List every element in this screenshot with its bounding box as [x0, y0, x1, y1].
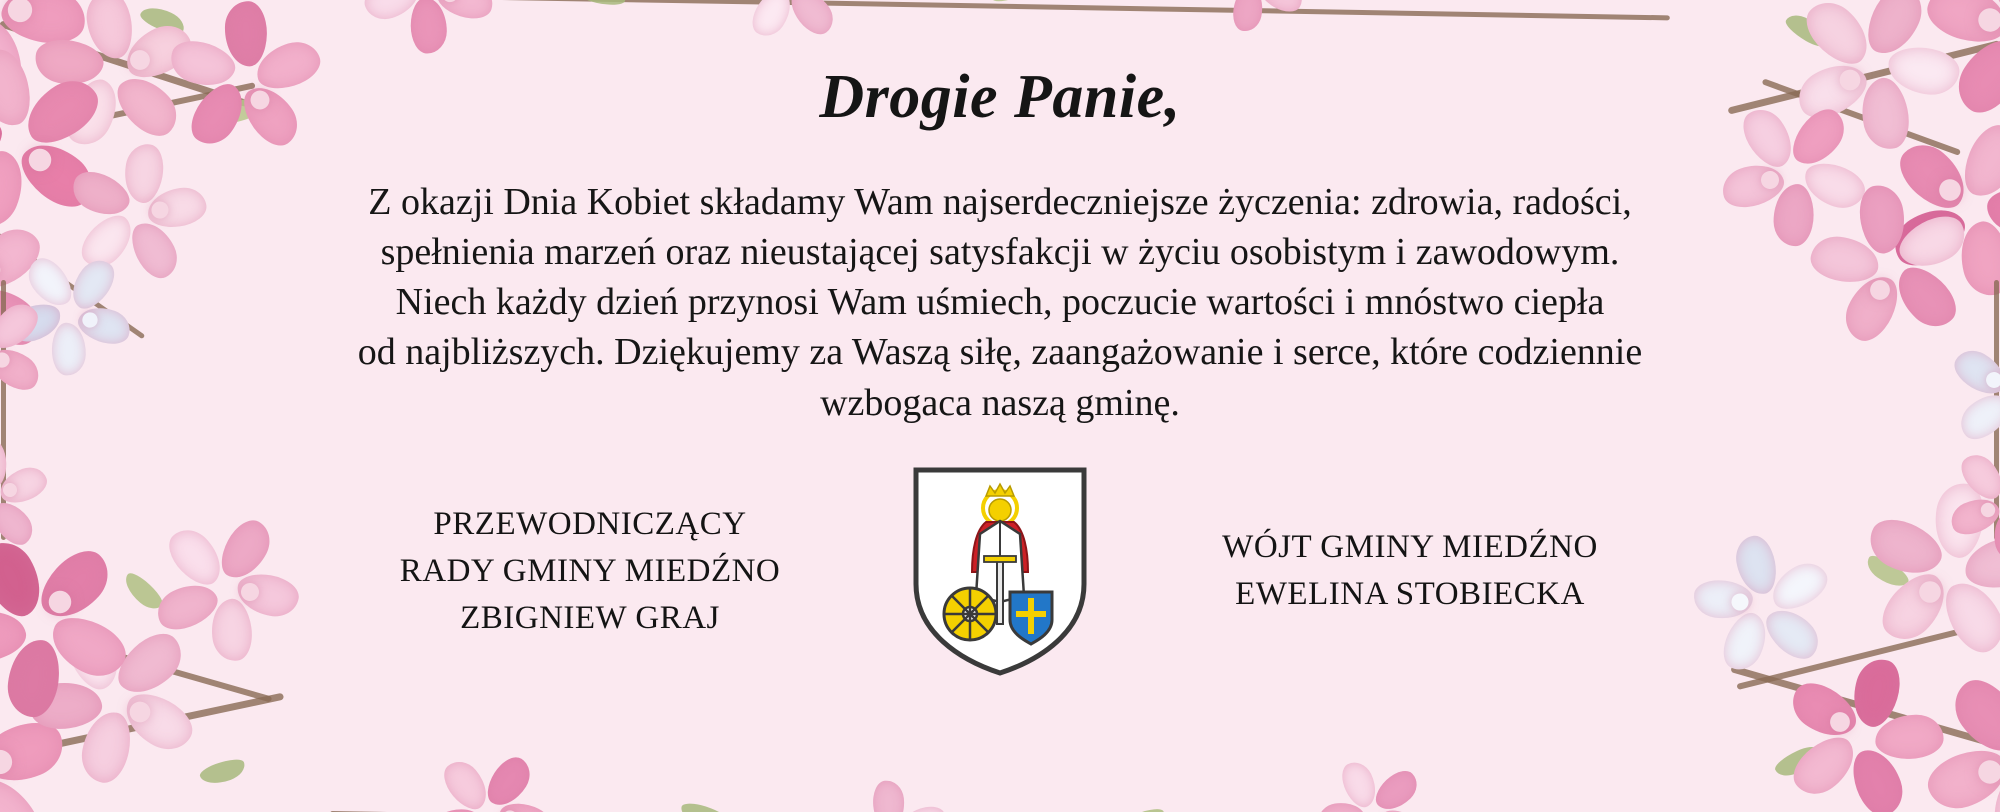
- message-body: [150, 177, 1850, 428]
- signature-left-line: ZBIGNIEW GRAJ: [460, 599, 720, 636]
- signature-right: [1150, 524, 1670, 618]
- signature-right-line: WÓJT GMINY MIEDŹNO: [1222, 529, 1598, 566]
- signature-block: [0, 464, 2000, 679]
- message-line: Z okazji Dnia Kobiet składamy Wam najserdeczniejsze życzenia: zdrowia, radości,: [368, 181, 1632, 223]
- message-line: od najbliższych. Dziękujemy za Waszą siłę, zaangażowanie i serce, które codziennie: [357, 331, 1643, 374]
- message-line: wzbogaca naszą gminę.: [820, 381, 1180, 424]
- page-title: Drogie Panie,: [819, 63, 1181, 131]
- signature-left-line: RADY GMINY MIEDŹNO: [399, 552, 781, 589]
- message-line: Niech każdy dzień przynosi Wam uśmiech, poczucie wartości i mnóstwo ciepła: [395, 281, 1605, 324]
- coat-of-arms-miedzno-icon: [910, 464, 1090, 679]
- message-line: spełnienia marzeń oraz nieustającej satysfakcji w życiu osobistym i zawodowym.: [380, 231, 1620, 274]
- signature-left: [330, 501, 850, 642]
- signature-right-line: EWELINA STOBIECKA: [1235, 576, 1585, 613]
- signature-left-line: PRZEWODNICZĄCY: [433, 505, 747, 542]
